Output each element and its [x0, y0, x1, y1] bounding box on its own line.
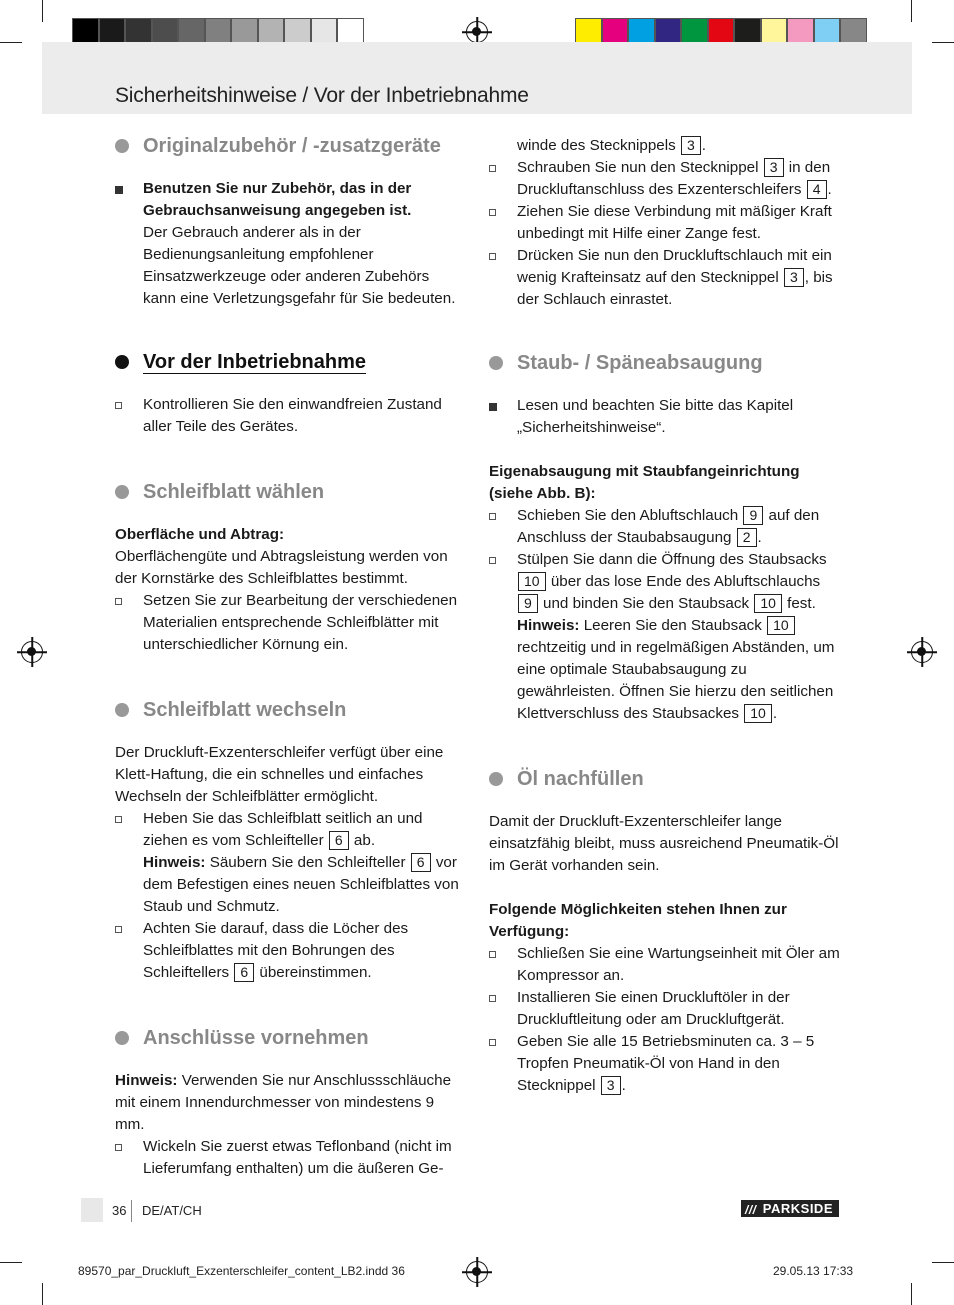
bullet-dot-icon: [115, 485, 129, 499]
bullet-dot-icon: [115, 1031, 129, 1045]
part-number: 2: [737, 528, 757, 547]
section-heading: Staub- / Späneabsaugung: [489, 349, 841, 377]
part-number: 6: [411, 853, 431, 872]
list-item: Schrauben Sie nun den Stecknippel 3 in den Druckluftanschluss des Exzenterschleifers 4 .: [489, 157, 841, 201]
section-heading: Anschlüsse vornehmen: [115, 1024, 465, 1052]
part-number: 10: [767, 616, 795, 635]
section-heading: Schleifblatt wählen: [115, 478, 465, 506]
part-number: 4: [807, 180, 827, 199]
bullet-dot-icon: [489, 772, 503, 786]
checkbox-bullet-icon: [489, 165, 496, 172]
checkbox-bullet-icon: [115, 402, 122, 409]
checkbox-bullet-icon: [115, 598, 122, 605]
part-number: 10: [518, 572, 546, 591]
checkbox-bullet-icon: [115, 1144, 122, 1151]
list-item: Drücken Sie nun den Druckluftschlauch mit ein wenig Krafteinsatz auf den Stecknippel 3 , bis der Schlauch einrastet.: [489, 245, 841, 311]
list-item: Wickeln Sie zuerst etwas Teflonband (nicht im Lieferumfang enthalten) um die äußeren Ge-: [115, 1136, 465, 1180]
registration-mark-icon: [466, 1261, 488, 1283]
section-heading: Öl nachfüllen: [489, 765, 841, 793]
checkbox-bullet-icon: [489, 253, 496, 260]
part-number: 3: [764, 158, 784, 177]
part-number: 3: [681, 136, 701, 155]
registration-mark-icon: [911, 641, 933, 663]
square-bullet-icon: [489, 403, 497, 411]
checkbox-bullet-icon: [489, 1039, 496, 1046]
checkbox-bullet-icon: [489, 513, 496, 520]
list-item: Lesen und beachten Sie bitte das Kapitel „Sicherheitshinweise“.: [489, 395, 841, 439]
subheading: Folgende Möglichkeiten stehen Ihnen zur Verfügung:: [489, 901, 787, 940]
list-item: Installieren Sie einen Druckluftöler in der Druckluftleitung oder am Druckluftgerät.: [489, 987, 841, 1031]
section-heading: Vor der Inbetriebnahme: [115, 348, 465, 376]
checkbox-bullet-icon: [115, 816, 122, 823]
bullet-dot-icon: [115, 139, 129, 153]
list-item: Benutzen Sie nur Zubehör, das in der Gebrauchsanweisung angegeben ist. Der Gebrauch anderer als in der Bedienungsanleitung empfohlener Einsatzwerkzeuge oder anderen Zubehörs kann eine Verletzungsgefahr für Sie bedeuten.: [115, 178, 465, 310]
crop-mark: [0, 1262, 22, 1263]
bullet-dot-icon: [115, 703, 129, 717]
right-column: [489, 135, 841, 1097]
list-item: Kontrollieren Sie den einwandfreien Zustand aller Teile des Gerätes.: [115, 394, 465, 438]
page-number: 36: [112, 1203, 127, 1218]
part-number: 9: [518, 594, 538, 613]
list-item: Ziehen Sie diese Verbindung mit mäßiger Kraft unbedingt mit Hilfe einer Zange fest.: [489, 201, 841, 245]
part-number: 10: [744, 704, 772, 723]
crop-mark: [911, 1283, 912, 1305]
part-number: 6: [234, 963, 254, 982]
bullet-dot-icon: [489, 356, 503, 370]
checkbox-bullet-icon: [489, 951, 496, 958]
crop-mark: [932, 1262, 954, 1263]
paragraph: Hinweis: Verwenden Sie nur Anschlussschläuche mit einem Innendurchmesser von mindestens 9 mm.: [115, 1072, 452, 1133]
list-item: Schließen Sie eine Wartungseinheit mit Öler am Kompressor an.: [489, 943, 841, 987]
part-number: 3: [784, 268, 804, 287]
left-column: [115, 132, 465, 1180]
list-item: Schieben Sie den Abluftschlauch 9 auf den Anschluss der Staubabsaugung 2 .: [489, 505, 841, 549]
registration-mark-icon: [466, 21, 488, 43]
paragraph: Damit der Druckluft-Exzenterschleifer lange einsatzfähig bleibt, muss ausreichend Pneumatik-Öl im Gerät vorhanden sein.: [489, 813, 839, 874]
list-item: Achten Sie darauf, dass die Löcher des Schleifblattes mit den Bohrungen des Schleiftellers 6 übereinstimmen.: [115, 918, 465, 984]
section-heading: Schleifblatt wechseln: [115, 696, 465, 724]
part-number: 10: [754, 594, 782, 613]
checkbox-bullet-icon: [115, 926, 122, 933]
footer-divider: [131, 1200, 132, 1222]
page-number-box: [81, 1198, 103, 1222]
subheading: Oberfläche und Abtrag:: [115, 526, 285, 543]
checkbox-bullet-icon: [489, 557, 496, 564]
part-number: 3: [601, 1076, 621, 1095]
registration-mark-icon: [21, 641, 43, 663]
checkbox-bullet-icon: [489, 995, 496, 1002]
crop-mark: [911, 0, 912, 22]
list-item: Heben Sie das Schleifblatt seitlich an und ziehen es vom Schleifteller 6 ab. Hinweis: Säubern Sie den Schleifteller 6 vor dem Befestigen eines neuen Schleifblattes von Staub und Schmutz.: [115, 808, 465, 918]
subheading: Eigenabsaugung mit Staubfangeinrichtung (siehe Abb. B):: [489, 463, 800, 502]
locale-label: DE/AT/CH: [142, 1203, 202, 1218]
list-item: Setzen Sie zur Bearbeitung der verschiedenen Materialien entsprechende Schleifblätter mit unterschiedlicher Körnung ein.: [115, 590, 465, 656]
crop-mark: [42, 0, 43, 22]
part-number: 6: [329, 831, 349, 850]
list-item: Geben Sie alle 15 Betriebsminuten ca. 3 – 5 Tropfen Pneumatik-Öl von Hand in den Stecknippel 3 .: [489, 1031, 841, 1097]
page-title: Sicherheitshinweise / Vor der Inbetriebnahme: [115, 84, 529, 107]
crop-mark: [0, 42, 22, 43]
brand-logo: /// PARKSIDE: [741, 1200, 839, 1217]
list-item-continued: winde des Stecknippels 3 .: [517, 137, 706, 154]
paragraph: Der Druckluft-Exzenterschleifer verfügt über eine Klett-Haftung, die ein schnelles und einfaches Wechseln der Schleifblätter ermöglicht.: [115, 744, 444, 805]
slug-filename: 89570_par_Druckluft_Exzenterschleifer_content_LB2.indd 36: [78, 1264, 405, 1278]
checkbox-bullet-icon: [489, 209, 496, 216]
crop-mark: [42, 1283, 43, 1305]
crop-mark: [932, 42, 954, 43]
list-item: Stülpen Sie dann die Öffnung des Staubsacks 10 über das lose Ende des Abluftschlauchs 9 und binden Sie den Staubsack 10 fest. Hinweis: Leeren Sie den Staubsack 10 rechtzeitig und in regelmäßigen Abständen, um eine optimale Staubabsaugung zu gewährleisten. Öffnen Sie hierzu den seitlichen Klettverschluss des Staubsackes 10 .: [489, 549, 841, 725]
part-number: 9: [743, 506, 763, 525]
slug-date: 29.05.13 17:33: [773, 1264, 854, 1278]
section-heading: Originalzubehör / -zusatzgeräte: [115, 132, 465, 160]
square-bullet-icon: [115, 186, 123, 194]
paragraph: Oberflächengüte und Abtragsleistung werden von der Kornstärke des Schleifblattes bestimmt.: [115, 548, 448, 587]
bullet-dot-icon: [115, 355, 129, 369]
